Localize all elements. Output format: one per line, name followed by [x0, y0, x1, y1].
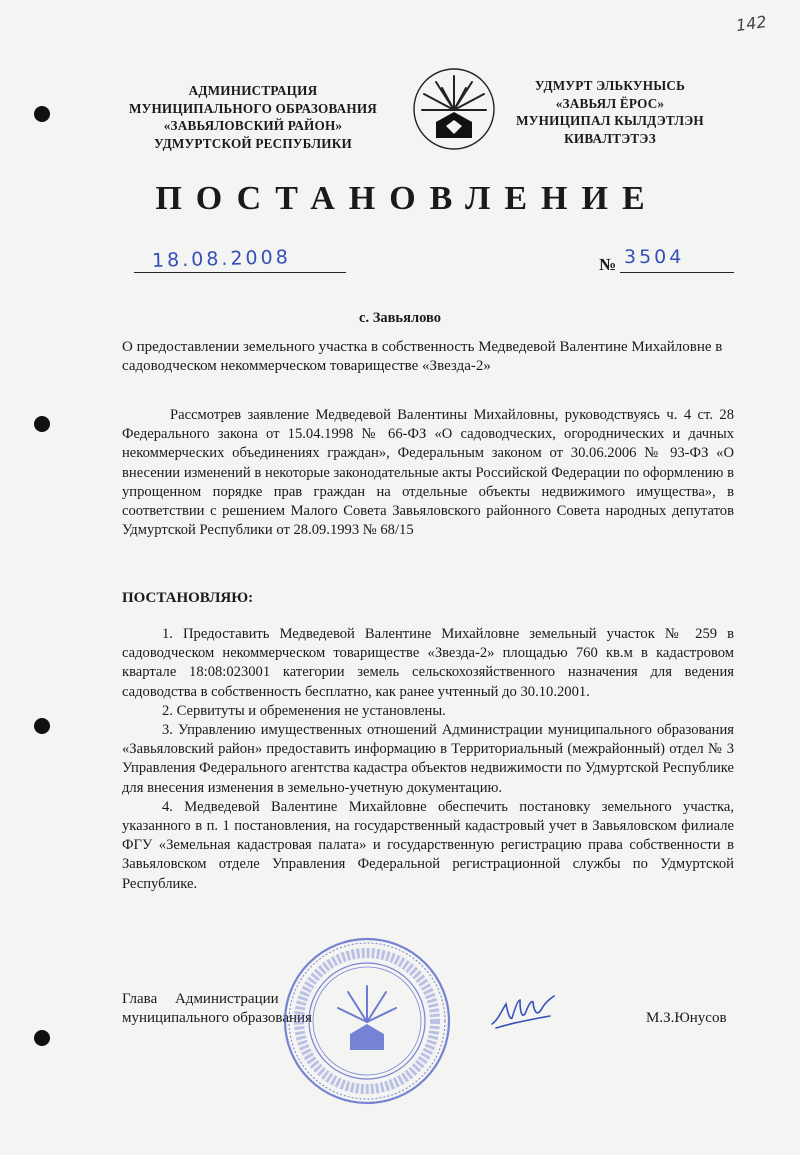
header-right	[500, 77, 720, 147]
decree-item: 1. Предоставить Медведевой Валентине Михайловне земельный участок № 259 в садоводческом некоммерческом товариществе «Звезда-2» площадью 760 кв.м в кадастровом квартале 18:08:023001 категории земель сельскохозяйственного назначения для ведения садоводства в собственность бесплатно, как ранее учтенный до 30.10.2001.	[122, 626, 734, 700]
header-right-line: КИВАЛТЭТЭЗ	[564, 130, 656, 146]
number-underline	[620, 272, 734, 273]
header-right-line: УДМУРТ ЭЛЬКУНЫСЬ	[534, 78, 686, 93]
header-left-line: «ЗАВЬЯЛОВСКИЙ РАЙОН»	[163, 118, 343, 133]
decree-items	[122, 625, 734, 894]
signature-title-line: муниципального образования	[122, 1010, 312, 1026]
decree-item: 2. Сервитуты и обременения не установлены.	[162, 702, 446, 719]
punch-hole	[34, 106, 50, 122]
header-left-line: УДМУРТСКОЙ РЕСПУБЛИКИ	[154, 135, 352, 151]
punch-hole	[34, 718, 50, 734]
header-left-line: АДМИНИСТРАЦИЯ	[188, 83, 318, 98]
header-left	[118, 82, 388, 152]
document-subject: О предоставлении земельного участка в собственность Медведевой Валентине Михайловне в садоводческом некоммерческом товариществе «Звезда-2»	[122, 339, 723, 374]
preamble	[122, 406, 734, 540]
header-right-line: МУНИЦИПАЛ КЫЛДЭТЛЭН	[516, 113, 704, 128]
document-title: ПОСТАНОВЛЕНИЕ	[155, 180, 659, 217]
preamble-text: Рассмотрев заявление Медведевой Валентины Михайловны, руководствуясь ч. 4 ст. 28 Федерального закона от 15.04.1998 № 66-ФЗ «О садоводческих, огороднических и дачных некоммерческих объединениях граждан», Федеральным законом от 30.06.2006 № 93-ФЗ «О внесении изменений в некоторые законодательные акты Российской Федерации по оформлению в упрощенном порядке прав граждан на отдельные объекты недвижимого имущества», в соответствии с решением Малого Совета Завьяловского районного Совета народных депутатов Удмуртской Республики от 28.09.1993 № 68/15	[122, 407, 734, 539]
header-left-line: МУНИЦИПАЛЬНОГО ОБРАЗОВАНИЯ	[128, 100, 378, 116]
official-seal-stamp	[282, 936, 452, 1106]
page-number: 142	[734, 11, 768, 36]
coat-of-arms-emblem	[412, 66, 496, 152]
signature-title-line: Глава Администрации	[122, 991, 279, 1007]
decree-heading: ПОСТАНОВЛЯЮ:	[122, 590, 254, 606]
document-number: 3504	[624, 246, 685, 268]
handwritten-signature	[488, 990, 558, 1034]
punch-hole	[34, 416, 50, 432]
signer-name: М.З.Юнусов	[646, 1010, 727, 1026]
place-of-issue: с. Завьялово	[359, 310, 441, 326]
decree-item: 3. Управлению имущественных отношений Администрации муниципального образования «Завьяловский район» предоставить информацию в Территориальный (межрайонный) отдел № 3 Управления Федерального агентства кадастра объектов недвижимости по Удмуртской Республике для внесения изменения в земельно-учетную документацию.	[122, 722, 734, 796]
decree-item: 4. Медведевой Валентине Михайловне обеспечить постановку земельного участка, указанного в п. 1 постановления, на государственный кадастровый учет в Завьяловском филиале ФГУ «Земельная кадастровая палата» и государственную регистрацию права собственности в Завьяловском отделе Управления Федеральной регистрационной службы по Удмуртской Республике.	[122, 798, 734, 892]
document-date: 18.08.2008	[151, 246, 292, 272]
punch-hole	[34, 1030, 50, 1046]
header-right-line: «ЗАВЬЯЛ ЁРОС»	[555, 95, 665, 111]
number-sign: №	[599, 255, 617, 274]
date-underline	[134, 272, 346, 273]
